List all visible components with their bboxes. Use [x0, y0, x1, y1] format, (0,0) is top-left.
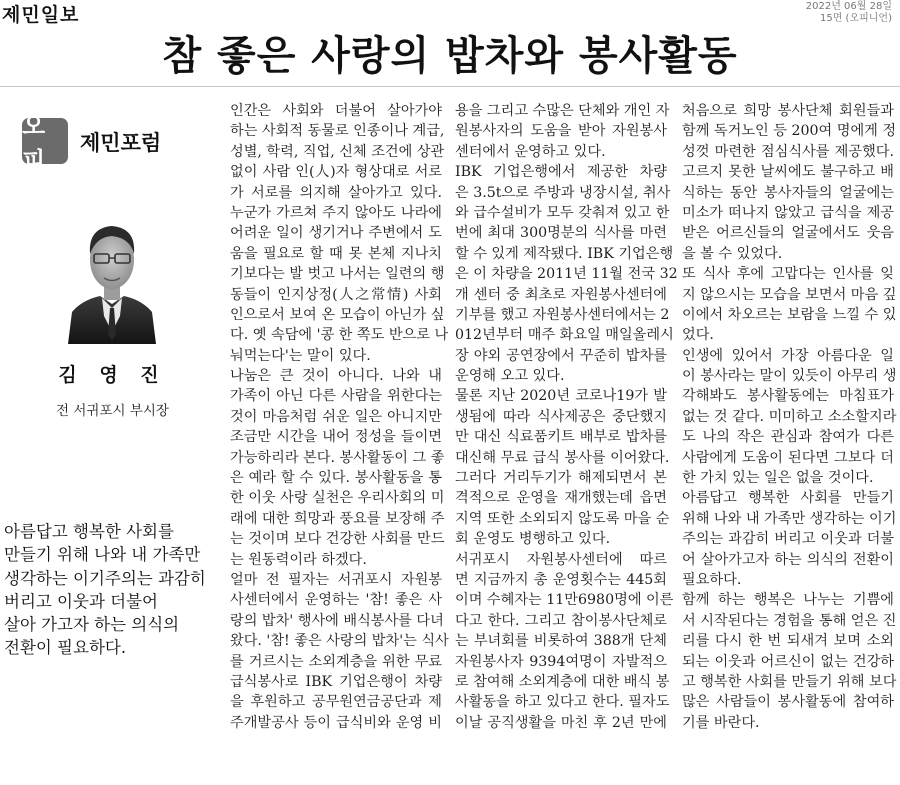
article-line: 개 센터 중 최초로 자원봉사센터에	[455, 286, 667, 303]
article-line: 용을 그리고 수많은 단체와 개인 자	[455, 103, 670, 119]
article-line: 이에서 차오르는 보람을 느낄 수 있	[682, 306, 897, 323]
article-line: 없이 사람 인(人)자 형상대로 서로	[230, 164, 442, 181]
article-line: 격적으로 운영을 재개했는데 읍면	[455, 490, 667, 507]
article-line: 조금만 시간을 내어 정성을 들이면	[230, 429, 442, 446]
article-line: 는 원동력이라 하겠다.	[230, 551, 367, 568]
pull-quote-line: 전환이 필요하다.	[4, 638, 127, 658]
opinion-badge-icon	[22, 112, 68, 175]
article-line: 서 시작된다는 경험을 통해 얻은 진	[682, 612, 897, 629]
header-divider	[0, 86, 900, 87]
article-column-2	[455, 101, 678, 733]
article-line: 물론 지난 2020년 코로나19가 발	[455, 388, 667, 405]
article-line: 도 나의 작은 관심과 참여가 다른	[682, 429, 894, 446]
headline: 참 좋은 사랑의 밥차와 봉사활동	[162, 33, 738, 79]
article-line: 없는 것 같다. 미미하고 소소할지라	[682, 408, 897, 425]
article-line: 나눔은 큰 것이 아니다. 나와 내	[230, 368, 442, 385]
article-line: 는 것이며 보다 건강한 사회를 만드	[230, 531, 445, 548]
article-line: 주의는 과감히 버리고 이웃과 더불	[682, 531, 894, 548]
author-portrait	[66, 204, 158, 344]
article-line: 얼마 전 필자는 서귀포시 자원봉	[230, 571, 442, 588]
article-line: 을 후원하고 공무원연금공단과 제	[230, 694, 442, 711]
article-line: 한 이웃 사랑 실천은 우리사회의 미	[230, 490, 445, 507]
article-line: 기를 바란다.	[682, 714, 760, 731]
article-line: 자원봉사자 9394여명이 자발적으	[455, 653, 667, 670]
article-line: 기보다는 발 벗고 나서는 일련의 행	[230, 266, 445, 283]
article-line: 누군가 가르쳐 주지 않아도 나라에	[230, 204, 442, 221]
article-line: 식하는 동안 봉사자들의 얼굴에는	[682, 184, 894, 201]
pull-quote	[4, 520, 218, 660]
article-line: 인으로서 보여 온 모습이 아닌가 싶	[230, 306, 445, 323]
article-line: 가능하리라 본다. 봉사활동이 그 좋	[230, 449, 445, 466]
article-line: 다. 옛 속담에 '콩 한 쪽도 반으로 나	[230, 327, 449, 344]
article-line: 움을 필요로 할 때 못 본체 지나치	[230, 245, 442, 262]
article-line: 어려운 일이 생기거나 주변에서 도	[230, 225, 442, 242]
article-line: 래에 대한 희망과 풍요를 보장해 주	[230, 510, 445, 527]
article-line: 생됨에 따라 식사제공은 중단했지	[455, 408, 667, 425]
article-line: 위해 나와 내 가족만 생각하는 이기	[682, 510, 897, 527]
opinion-badge-text: 오피	[22, 112, 46, 175]
article-line: 번에 최대 300명분의 식사를 마련	[455, 225, 667, 242]
article-line: 미소가 떠나지 않았고 급식을 제공	[682, 204, 894, 221]
article-line: 눠먹는다'는 말이 있다.	[230, 347, 371, 364]
article-line: 받은 어르신들의 얼굴에서도 웃음	[682, 225, 894, 242]
pull-quote-line: 살아 가고자 하는 의식의	[4, 615, 180, 635]
pull-quote-line: 생각하는 이기주의는 과감히	[4, 568, 206, 588]
article-line: 사센터에서 운영하는 '참! 좋은 사	[230, 592, 442, 609]
article-line: 리를 다시 한 번 되새겨 보며 소외	[682, 633, 894, 650]
article-line: 되는 이웃과 어르신이 없는 건강하	[682, 653, 894, 670]
article-line: 사활동을 하고 있다고 한다. 필자도	[455, 694, 670, 711]
article-line: 처음으로 희망 봉사단체 회원들과	[682, 103, 894, 119]
article-line: 센터에서 운영하고 있다.	[455, 143, 606, 160]
article-line: 사람에게 도움이 된다면 그보다 더	[682, 449, 894, 466]
article-line: 동들이 인지상정(人之常情) 사회	[230, 286, 442, 303]
pull-quote-line: 아름답고 행복한 사회를	[4, 522, 174, 541]
article-line: 한 가치 있는 일은 없을 것이다.	[682, 470, 874, 487]
article-line: 고 행복한 사회를 만들기 위해 보다	[682, 673, 897, 690]
article-line: 면 지금까지 총 운영횟수는 445회	[455, 571, 667, 588]
article-line: 지 않으시는 모습을 보면서 마음 깊	[682, 286, 897, 303]
article-line: 함께 하는 행복은 나누는 기쁨에	[682, 592, 894, 609]
article-line: 것이 마음처럼 쉬운 일은 아니지만	[230, 408, 442, 425]
article-line: 고르지 못한 날씨에도 불구하고 배	[682, 164, 894, 181]
masthead: 제민일보	[2, 4, 80, 26]
article-line: 가족이 아닌 다른 사람을 위한다는	[230, 388, 442, 405]
dateline	[806, 1, 892, 25]
article-line: 랑의 밥차' 행사에 배식봉사를 다녀	[230, 612, 444, 629]
article-line: 원봉사자의 도움을 받아 자원봉사	[455, 123, 667, 140]
section-label: 제민포럼	[80, 131, 162, 155]
article-line: 급식봉사로 IBK 기업은행이 차량	[230, 673, 442, 690]
article-line: 지역 또한 소외되지 않도록 마을 순	[455, 510, 670, 527]
article-line: 어 살아가고자 하는 의식의 전환이	[682, 551, 894, 568]
article-line: 대신해 무료 급식 봉사를 이어왔다.	[455, 449, 670, 466]
article-line: 주개발공사 등이 급식비와 운영 비	[230, 714, 442, 731]
article-column-1	[230, 101, 449, 733]
article-line: 하는 사회적 동물로 인종이나 계급,	[230, 123, 445, 140]
article-line: 필요하다.	[682, 571, 742, 588]
dateline-date: 2022년 06월 28일	[805, 1, 892, 12]
article-line: 기부를 했고 자원봉사센터에서는 2	[455, 306, 670, 323]
article-line: 012년부터 매주 화요일 매일올레시	[455, 327, 674, 344]
article-line: 왔다. '참! 좋은 사랑의 밥차'는 식사	[230, 633, 449, 650]
article-line: 장 야외 공연장에서 꾸준히 밥차를	[455, 347, 667, 364]
article-line: 만 대신 식료품키트 배부로 밥차를	[455, 429, 667, 446]
article-line: 서귀포시 자원봉사센터에 따르	[455, 551, 667, 568]
author-name: 김 영 진	[58, 364, 167, 386]
article-line: 은 3.5t으로 주방과 냉장시설, 취사	[455, 184, 671, 201]
article-line: 이날 공직생활을 마친 후 2년 만에	[455, 714, 667, 731]
article-line: 또 식사 후에 고맙다는 인사를 잊	[682, 266, 894, 283]
article-line: 성껏 마련한 점심식사를 제공했다.	[682, 143, 894, 160]
article-column-3	[682, 101, 897, 733]
article-line: 은 이 차량을 2011년 11월 전국 32	[455, 266, 678, 283]
article-line: 를 거르시는 소외계층을 위한 무료	[230, 653, 442, 670]
article-line: 운영해 오고 있다.	[455, 368, 565, 385]
article-line: 이 봉사라는 말이 있듯이 아무리 생	[682, 368, 897, 385]
article-line: 다고 한다. 그리고 참이봉사단체로	[455, 612, 667, 629]
dateline-page: 15면 (오피니언)	[819, 13, 892, 24]
article-line: 각해봐도 봉사활동에는 마침표가	[682, 388, 894, 405]
article-line: 와 급수설비가 모두 갖춰져 있고 한	[455, 204, 670, 221]
article-line: 이며 수혜자는 11만6980명에 이른	[455, 592, 674, 609]
article-line: 는 부녀회를 비롯하여 388개 단체	[455, 633, 667, 650]
pull-quote-line: 만들기 위해 나와 내 가족만	[4, 545, 201, 565]
article-line: 많은 사람들이 봉사활동에 참여하	[682, 694, 894, 711]
article-line: 성별, 학력, 직업, 신체 조건에 상관	[230, 143, 445, 160]
pull-quote-line: 버리고 이웃과 더불어	[4, 591, 158, 611]
article-line: IBK 기업은행에서 제공한 차량	[455, 164, 667, 181]
article-line: 아름답고 행복한 사회를 만들기	[682, 490, 894, 507]
article-line: 함께 독거노인 등 200여 명에게 정	[682, 123, 897, 140]
article-line: 은 예라 할 수 있다. 봉사활동을 통	[230, 470, 442, 487]
article-line: 인간은 사회와 더불어 살아가야	[230, 103, 442, 119]
article-line: 을 볼 수 있었다.	[682, 245, 783, 262]
author-title: 전 서귀포시 부시장	[56, 403, 169, 419]
article-line: 할 수 있게 제작됐다. IBK 기업은행	[455, 245, 674, 262]
article-line: 로 참여해 소외계층에 대한 배식 봉	[455, 673, 670, 690]
article-line: 었다.	[682, 327, 714, 344]
article-line: 회 운영도 병행하고 있다.	[455, 531, 611, 548]
article-line: 그러다 거리두기가 해제되면서 본	[455, 470, 667, 487]
article-line: 인생에 있어서 가장 아름다운 일	[682, 347, 894, 364]
article-line: 가 서로를 의지해 살아가고 있다.	[230, 184, 442, 201]
